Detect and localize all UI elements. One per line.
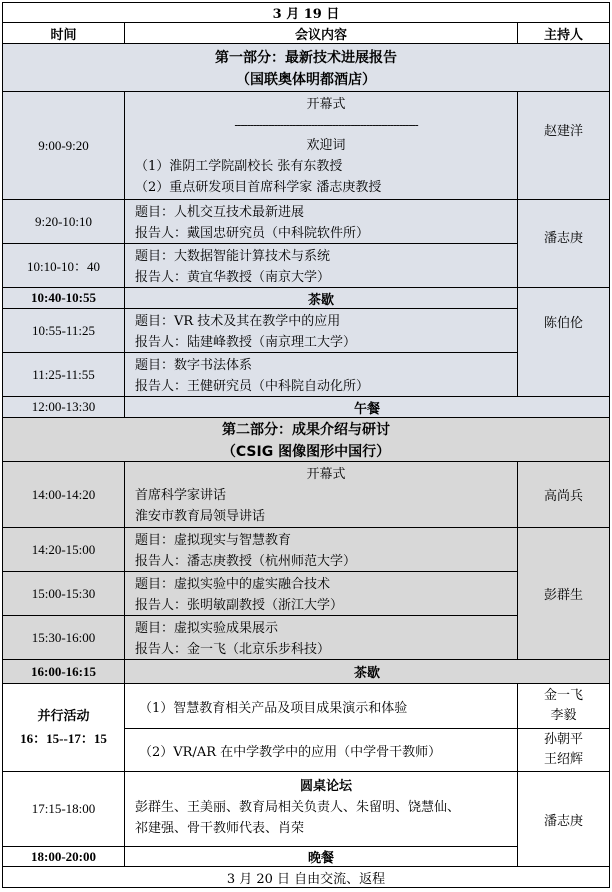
row-content [125, 772, 518, 846]
talk-title: 题目：大数据智能计算技术与系统 [135, 249, 331, 264]
talk-speaker: 报告人：黄宜华教授（南京大学） [135, 270, 331, 285]
host-name: 王绍辉 [543, 752, 583, 767]
footer-text: 3 月 20 日 自由交流、返程 [226, 871, 386, 887]
welcome-label: 欢迎词 [306, 138, 346, 153]
row-content [125, 92, 518, 199]
row-time: 10:55-11:25 [3, 309, 125, 352]
row-time [3, 684, 125, 771]
talk-speaker: 报告人：王健研究员（中科院自动化所） [135, 379, 370, 394]
speaker-line: （2）重点研发项目首席科学家 潘志庚教授 [135, 180, 382, 195]
talk-title: 题目：人机交互技术最新进展 [135, 205, 305, 220]
table-row [3, 660, 609, 684]
speech-line: 淮安市教育局领导讲话 [135, 509, 266, 524]
row-content [125, 572, 518, 615]
part1-banner [3, 44, 609, 92]
row-time: 16:00-16:15 [3, 660, 125, 683]
row-content [125, 616, 518, 659]
dinner-label: 晚餐 [125, 847, 518, 866]
tea-break-label: 茶歇 [125, 288, 518, 308]
talk-title: 题目：虚拟实验成果展示 [135, 621, 279, 636]
talk-speaker: 报告人：张明敏副教授（浙江大学） [135, 598, 344, 613]
row-time: 12:00-13:30 [3, 397, 125, 417]
speaker-line: （1）淮阴工学院副校长 张有东教授 [135, 159, 343, 174]
opening-label: 开幕式 [306, 467, 346, 482]
table-row [3, 684, 609, 772]
host-name: 孙朝平 [543, 732, 583, 747]
row-content [125, 244, 518, 287]
host-cell [518, 728, 609, 772]
row-time: 10:40-10:55 [3, 288, 125, 308]
row-time: 14:20-15:00 [3, 528, 125, 571]
host-name: 金一飞 [543, 688, 583, 703]
part1-title: 第一部分：最新技术进展报告 [215, 50, 397, 66]
host-name: 潘志庚 [543, 231, 583, 246]
column-header-host: 主持人 [543, 27, 583, 43]
tea-break-label: 茶歇 [353, 666, 380, 681]
column-header-content: 会议内容 [125, 23, 518, 43]
participants-line: 彭群生、王美丽、教育局相关负责人、朱留明、饶慧仙、 [135, 800, 461, 815]
talk-speaker: 报告人：陆建峰教授（南京理工大学） [135, 335, 357, 350]
talk-title: 题目：VR 技术及其在教学中的应用 [135, 314, 341, 329]
part2-venue: （CSIG 图像图形中国行） [221, 444, 391, 460]
row-content [125, 684, 518, 771]
parallel-item: （1）智慧教育相关产品及项目成果演示和体验 [125, 684, 517, 729]
divider-dashes: ------------------------------------------------------------ [234, 118, 418, 132]
row-time: 9:20-10:10 [3, 200, 125, 243]
column-header-row [3, 23, 609, 44]
opening-label: 开幕式 [306, 97, 346, 112]
row-content [125, 528, 518, 571]
row-content [125, 309, 518, 352]
talk-speaker: 报告人：戴国忠研究员（中科院软件所） [135, 226, 370, 241]
row-content [125, 462, 518, 527]
parallel-item: （2）VR/AR 在中学教学中的应用（中学骨干教师） [139, 744, 442, 760]
parallel-label: 并行活动 [37, 708, 90, 724]
host-name: 彭群生 [543, 588, 583, 603]
talk-title: 题目：虚拟实验中的虚实融合技术 [135, 577, 331, 592]
date-header-text: 3 月 19 日 [272, 7, 340, 22]
round-table-title: 圆桌论坛 [299, 779, 352, 794]
row-time: 15:00-15:30 [3, 572, 125, 615]
footer-note [3, 867, 609, 887]
host-cell [518, 92, 609, 200]
date-header [3, 3, 609, 23]
schedule-table [2, 2, 610, 888]
row-time: 18:00-20:00 [3, 847, 125, 866]
part1-venue: （国联奥体明都酒店） [236, 72, 376, 88]
host-cell [518, 772, 609, 867]
host-name: 赵建洋 [543, 124, 583, 139]
lunch-label: 午餐 [353, 401, 380, 417]
host-cell [518, 288, 609, 397]
row-time: 14:00-14:20 [3, 462, 125, 527]
host-cell [518, 528, 609, 660]
host-name: 潘志庚 [543, 814, 583, 829]
participants-line: 祁建强、骨干教师代表、肖荣 [135, 821, 305, 836]
parallel-time: 16：15--17：15 [20, 730, 107, 746]
row-time: 10:10-10：40 [3, 244, 125, 287]
table-row [3, 397, 609, 418]
row-time: 17:15-18:00 [3, 772, 125, 846]
talk-speaker: 报告人：潘志庚教授（杭州师范大学） [135, 554, 357, 569]
part2-banner [3, 418, 609, 462]
speech-line: 首席科学家讲话 [135, 488, 227, 503]
host-name: 高尚兵 [543, 489, 583, 504]
row-time: 15:30-16:00 [3, 616, 125, 659]
talk-speaker: 报告人：金一飞（北京乐步科技） [135, 642, 331, 657]
table-row [3, 462, 609, 528]
row-content [125, 200, 518, 243]
row-content [125, 353, 518, 396]
host-name: 李毅 [550, 708, 577, 723]
part2-title: 第二部分：成果介绍与研讨 [222, 422, 390, 438]
talk-title: 题目：虚拟现实与智慧教育 [135, 533, 292, 548]
host-cell [518, 200, 609, 288]
talk-title: 题目：数字书法体系 [135, 358, 253, 373]
host-cell [518, 684, 609, 729]
row-time: 9:00-9:20 [3, 92, 125, 199]
row-time: 11:25-11:55 [3, 353, 125, 396]
host-name: 陈伯伦 [543, 316, 583, 331]
column-header-time: 时间 [3, 23, 125, 43]
